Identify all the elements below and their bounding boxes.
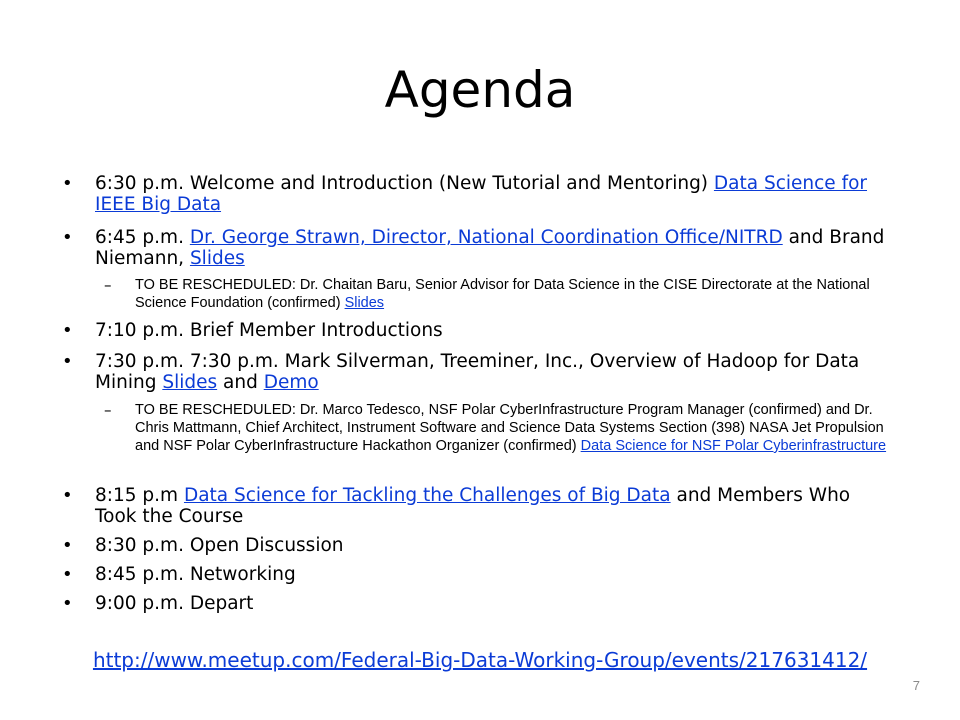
agenda-item-silverman [95,351,895,393]
dash-icon: – [104,276,112,294]
link-slides-baru[interactable]: Slides [344,295,385,311]
agenda-item-text: and Brand Niemann, [95,227,885,269]
link-slides-strawn[interactable]: Slides [189,248,245,269]
bullet-icon: • [62,351,73,372]
link-george-strawn[interactable]: Dr. George Strawn, Director, National Coordination Office/NITRD [189,227,783,248]
agenda-item-text: 7:10 p.m. Brief Member Introductions [95,320,443,341]
footer [0,648,960,672]
agenda-item-strawn [95,227,895,269]
agenda-item-text: and [217,372,264,393]
agenda-item-text: TO BE RESCHEDULED: Dr. Marco Tedesco, NSF Polar CyberInfrastructure Program Manager (confirmed) and Dr. Chris Mattmann, Chief Architect, Instrument Software and Science Data Systems Section (398) NASA Jet Propulsion and NSF Polar CyberInfrastructure Hackathon Organizer (confirmed) [135,402,884,454]
agenda-item-text: and Members Who Took the Course [95,485,851,527]
bullet-icon: • [62,320,73,341]
bullet-icon: • [62,535,73,556]
bullet-icon: • [62,227,73,248]
bullet-icon: • [62,173,73,194]
bullet-icon: • [62,593,73,614]
slide-title: Agenda [384,61,576,119]
agenda-item-text: 7:30 p.m. 7:30 p.m. Mark Silverman, Treeminer, Inc., Overview of Hadoop for Data Mining [95,351,860,393]
link-nsf-polar[interactable]: Data Science for NSF Polar Cyberinfrastructure [580,438,887,454]
agenda-item-tackling [95,485,895,527]
agenda-item-text: 6:30 p.m. Welcome and Introduction (New Tutorial and Mentoring) [95,173,714,194]
bullet-icon: • [62,564,73,585]
agenda-item-text: 6:45 p.m. [95,227,190,248]
meetup-event-link[interactable]: http://www.meetup.com/Federal-Big-Data-Working-Group/events/217631412/ [92,648,868,672]
agenda-item-text: 8:30 p.m. Open Discussion [95,535,344,556]
bullet-icon: • [62,485,73,506]
agenda-item-welcome [95,173,895,215]
agenda-subitem-tedesco [135,401,905,455]
link-tackling-big-data[interactable]: Data Science for Tackling the Challenges of Big Data [183,485,671,506]
agenda-item-text: 8:15 p.m [95,485,184,506]
agenda-item-introductions [95,320,895,341]
agenda-subitem-baru [135,276,905,312]
agenda-item-text: TO BE RESCHEDULED: Dr. Chaitan Baru, Senior Advisor for Data Science in the CISE Directorate at the National Science Foundation (confirmed) [135,277,870,311]
link-data-science-ieee[interactable]: Data Science for IEEE Big Data [95,173,868,215]
link-demo[interactable]: Demo [263,372,319,393]
link-slides-silverman[interactable]: Slides [162,372,218,393]
agenda-item-networking [95,564,895,585]
agenda-item-text: 8:45 p.m. Networking [95,564,296,585]
agenda-item-discussion [95,535,895,556]
agenda-item-text: 9:00 p.m. Depart [95,593,254,614]
dash-icon: – [104,401,112,419]
agenda-item-depart [95,593,895,614]
page-number: 7 [912,678,920,693]
